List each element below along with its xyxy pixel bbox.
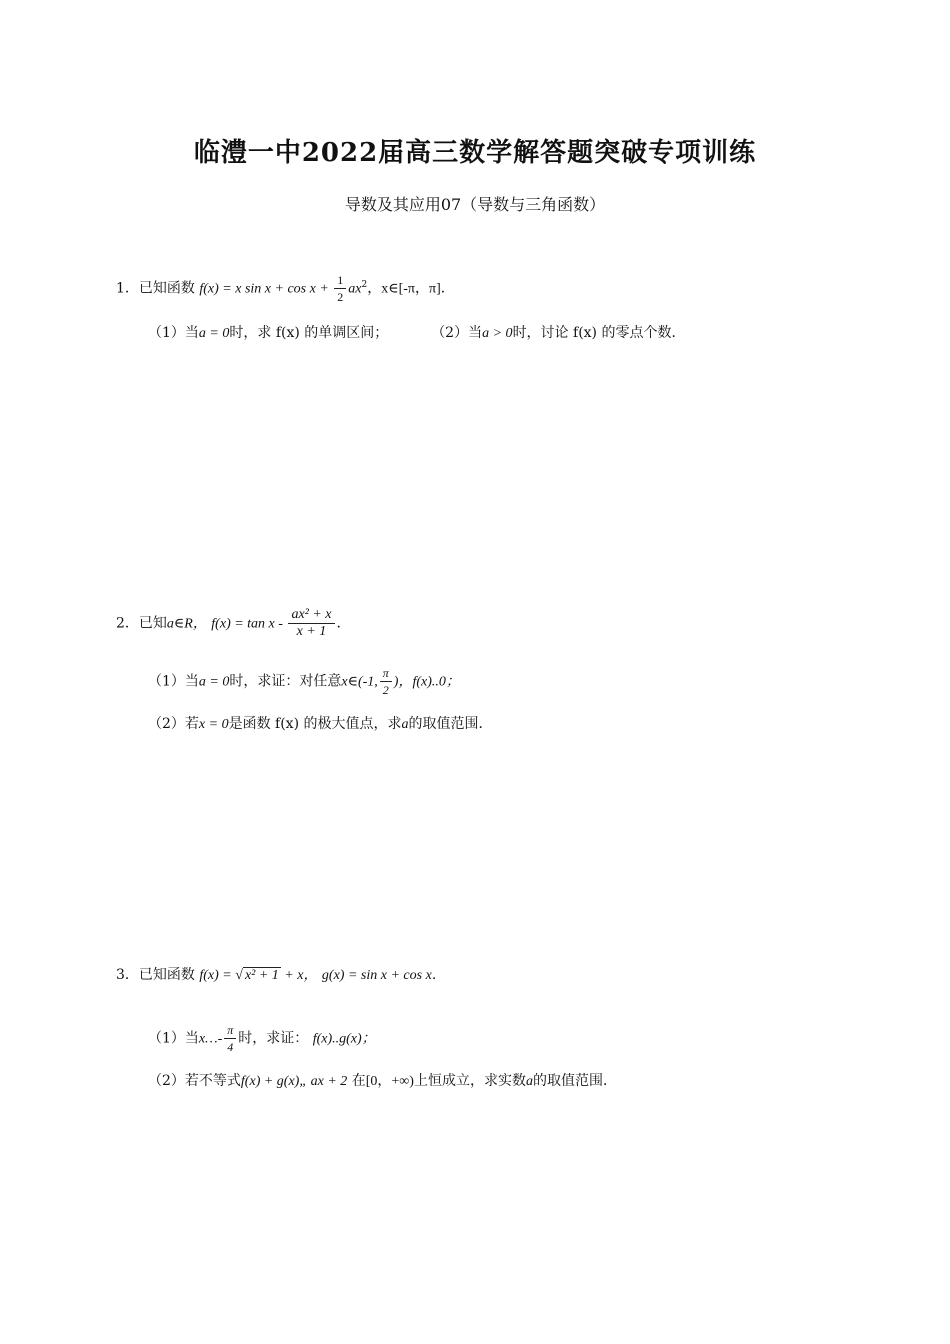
problem-3-statement: 3．已知函数 f(x) = √ x² + 1 + x， g(x) = sin x + cos x． bbox=[116, 967, 446, 983]
page-title: 临澧一中2022届高三数学解答题突破专项训练 bbox=[193, 138, 757, 168]
function-definition: f(x) = tan x - bbox=[211, 616, 287, 632]
problem-1-statement: 1．已知函数 f(x) = x sin x + cos x + $\frac{1}{2}$ $ax^2$，x∈[-π，π]． bbox=[116, 273, 455, 304]
condition: x…- bbox=[198, 1031, 223, 1047]
inequality: )，f(x)..0； bbox=[393, 674, 460, 690]
period: ． bbox=[336, 615, 351, 632]
fraction-half: $\frac{1}{2}$ bbox=[334, 272, 346, 305]
problem-number: 1． bbox=[116, 280, 139, 297]
problem-intro: 已知函数 bbox=[138, 967, 195, 983]
part-end: 的取值范围． bbox=[408, 716, 493, 732]
interval-start: x∈(-1, bbox=[341, 674, 378, 690]
variable-a: a bbox=[401, 717, 409, 732]
inequality: f(x) + g(x)„ ax + 2 bbox=[240, 1074, 348, 1089]
part-text: 时，求证：对任意 bbox=[229, 673, 342, 690]
part-text: 在 bbox=[351, 1073, 366, 1089]
problem-2-statement bbox=[116, 607, 351, 640]
part-label: （1）当 bbox=[148, 325, 199, 341]
given-condition: a∈R， bbox=[166, 616, 207, 632]
fraction-pi-half: $\frac{\pi}{2}$ bbox=[380, 665, 392, 698]
problem-2-part-1 bbox=[148, 665, 460, 698]
quadratic-term: ax bbox=[348, 281, 362, 297]
part-label: （2）当 bbox=[431, 325, 483, 341]
domain-text: ，x∈[-π，π]． bbox=[367, 281, 455, 297]
problem-2-part-2 bbox=[148, 714, 493, 735]
function-definition: f(x) = x sin x + cos x + bbox=[199, 281, 333, 297]
part-text: 上恒成立，求实数 bbox=[413, 1073, 526, 1089]
function-g-definition: g(x) = sin x + cos x． bbox=[321, 968, 446, 983]
part-text: 时，求 f(x) 的单调区间； bbox=[229, 325, 389, 341]
part-label: （2）若 bbox=[148, 716, 199, 732]
part-text: 时，讨论 f(x) 的零点个数． bbox=[512, 325, 686, 341]
sqrt-content: x² + 1 bbox=[244, 968, 279, 983]
problem-1-parts bbox=[148, 323, 685, 344]
problem-number: 3． bbox=[116, 967, 139, 983]
inequality: f(x)..g(x)； bbox=[312, 1031, 376, 1047]
condition: a > 0 bbox=[482, 326, 513, 341]
problem-3-part-2 bbox=[148, 1071, 617, 1092]
problem-intro: 已知 bbox=[138, 615, 167, 632]
page-subtitle: 导数及其应用07（导数与三角函数） bbox=[344, 195, 606, 214]
part-label: （2）若不等式 bbox=[148, 1073, 241, 1089]
fraction-pi-quarter: $\frac{\pi}{4}$ bbox=[224, 1022, 236, 1055]
problem-3-part-1 bbox=[148, 1022, 376, 1055]
condition: a = 0 bbox=[198, 326, 230, 341]
function-f-right: + x， bbox=[280, 968, 318, 983]
part-label: （1）当 bbox=[148, 1030, 199, 1047]
part-end: 的取值范围． bbox=[532, 1073, 617, 1089]
fraction-rational: $\frac{\text{ax² + x}}{x + 1}$ bbox=[288, 607, 334, 640]
problem-intro: 已知函数 bbox=[138, 280, 195, 297]
function-f-left: f(x) = bbox=[199, 968, 236, 983]
condition: x = 0 bbox=[198, 717, 229, 732]
interval: [0，+∞) bbox=[365, 1074, 414, 1089]
problem-number: 2． bbox=[116, 615, 139, 632]
part-text: 时，求证： bbox=[238, 1030, 309, 1047]
part-label: （1）当 bbox=[148, 673, 199, 690]
variable-a: a bbox=[525, 1074, 533, 1089]
part-text: 是函数 f(x) 的极大值点，求 bbox=[228, 716, 402, 732]
condition: a = 0 bbox=[198, 674, 230, 690]
